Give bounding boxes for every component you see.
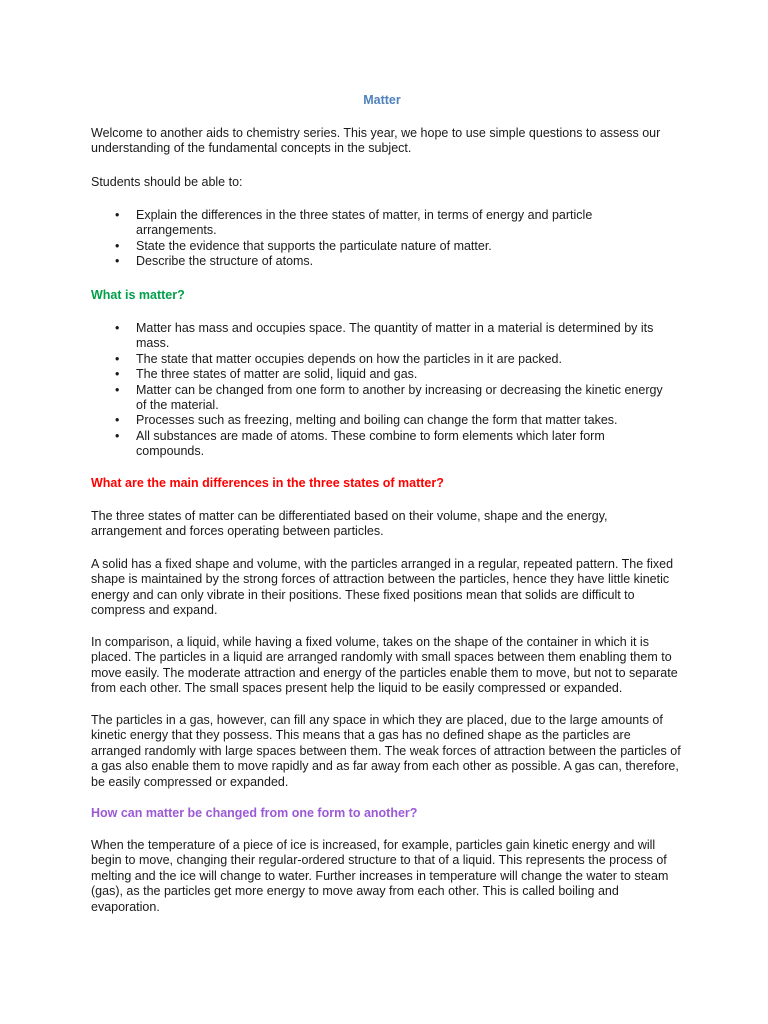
bullet-icon: • [115, 382, 120, 397]
fact-text: Matter can be changed from one form to another by increasing or decreasing the kinetic energy of the material. [136, 382, 663, 413]
heading-differences: What are the main differences in the three states of matter? [91, 476, 444, 490]
document-title: Matter [363, 93, 401, 107]
paragraph-melting-boiling: When the temperature of a piece of ice is increased, for example, particles gain kinetic energy and will begin to move, changing their regular-ordered structure to that of a liquid. This represents the process of melting and the ice will change to water. Further increases in temperature will change the water to steam (gas), as the particles get more energy to move away from each other. This is called boiling and evaporation. [91, 838, 669, 914]
fact-text: The state that matter occupies depends on how the particles in it are packed. [136, 351, 562, 366]
objective-text: State the evidence that supports the particulate nature of matter. [136, 238, 492, 253]
intro-paragraph: Welcome to another aids to chemistry series. This year, we hope to use simple questions to assess our understanding of the fundamental concepts in the subject. [91, 126, 661, 156]
matter-facts-list [91, 321, 666, 460]
objective-text: Explain the differences in the three states of matter, in terms of energy and particle arrangements. [136, 208, 593, 238]
objectives-list [91, 208, 666, 270]
paragraph-solid: A solid has a fixed shape and volume, with the particles arranged in a regular, repeated pattern. The fixed shape is maintained by the strong forces of attraction between the particles, hence they have little kinetic energy and can only vibrate in their positions. These fixed positions mean that solids are difficult to compress and expand. [91, 557, 674, 618]
list-item [91, 383, 666, 414]
paragraph-liquid: In comparison, a liquid, while having a fixed volume, takes on the shape of the container in which it is placed. The particles in a liquid are arranged randomly with small spaces between them enabling them to move easily. The moderate attraction and energy of the particles enable them to move, but not to separate from each other. The small spaces present help the liquid to be easily compressed or expanded. [91, 635, 678, 696]
bullet-icon: • [115, 208, 120, 222]
bullet-icon: • [115, 413, 120, 428]
bullet-icon: • [115, 321, 120, 335]
list-item [91, 429, 666, 460]
list-item [91, 413, 666, 428]
fact-text: Matter has mass and occupies space. The quantity of matter in a material is determined by its mass. [136, 321, 654, 351]
list-item [91, 239, 666, 254]
bullet-icon: • [115, 428, 120, 443]
bullet-icon: • [115, 254, 120, 269]
heading-what-is-matter: What is matter? [91, 288, 185, 302]
list-item [91, 352, 666, 367]
list-item [91, 367, 666, 382]
fact-text: The three states of matter are solid, liquid and gas. [136, 367, 418, 382]
bullet-icon: • [115, 367, 120, 382]
heading-changing-form: How can matter be changed from one form to another? [91, 806, 418, 820]
bullet-icon: • [115, 238, 120, 253]
fact-text: Processes such as freezing, melting and boiling can change the form that matter takes. [136, 413, 618, 428]
students-line: Students should be able to: [91, 175, 243, 189]
list-item [91, 254, 666, 269]
paragraph-gas: The particles in a gas, however, can fill any space in which they are placed, due to the large amounts of kinetic energy that they possess. This means that a gas has no defined shape as the particles are arranged randomly with large spaces between them. The weak forces of attraction between the particles of a gas also enable them to move rapidly and as far away from each other as possible. A gas can, therefore, be easily compressed or expanded. [91, 713, 681, 789]
list-item [91, 321, 666, 352]
paragraph-states-intro: The three states of matter can be differentiated based on their volume, shape and the energy, arrangement and forces operating between particles. [91, 509, 608, 539]
fact-text: All substances are made of atoms. These combine to form elements which later form compounds. [136, 428, 605, 459]
list-item [91, 208, 666, 239]
objective-text: Describe the structure of atoms. [136, 254, 314, 269]
bullet-icon: • [115, 351, 120, 366]
